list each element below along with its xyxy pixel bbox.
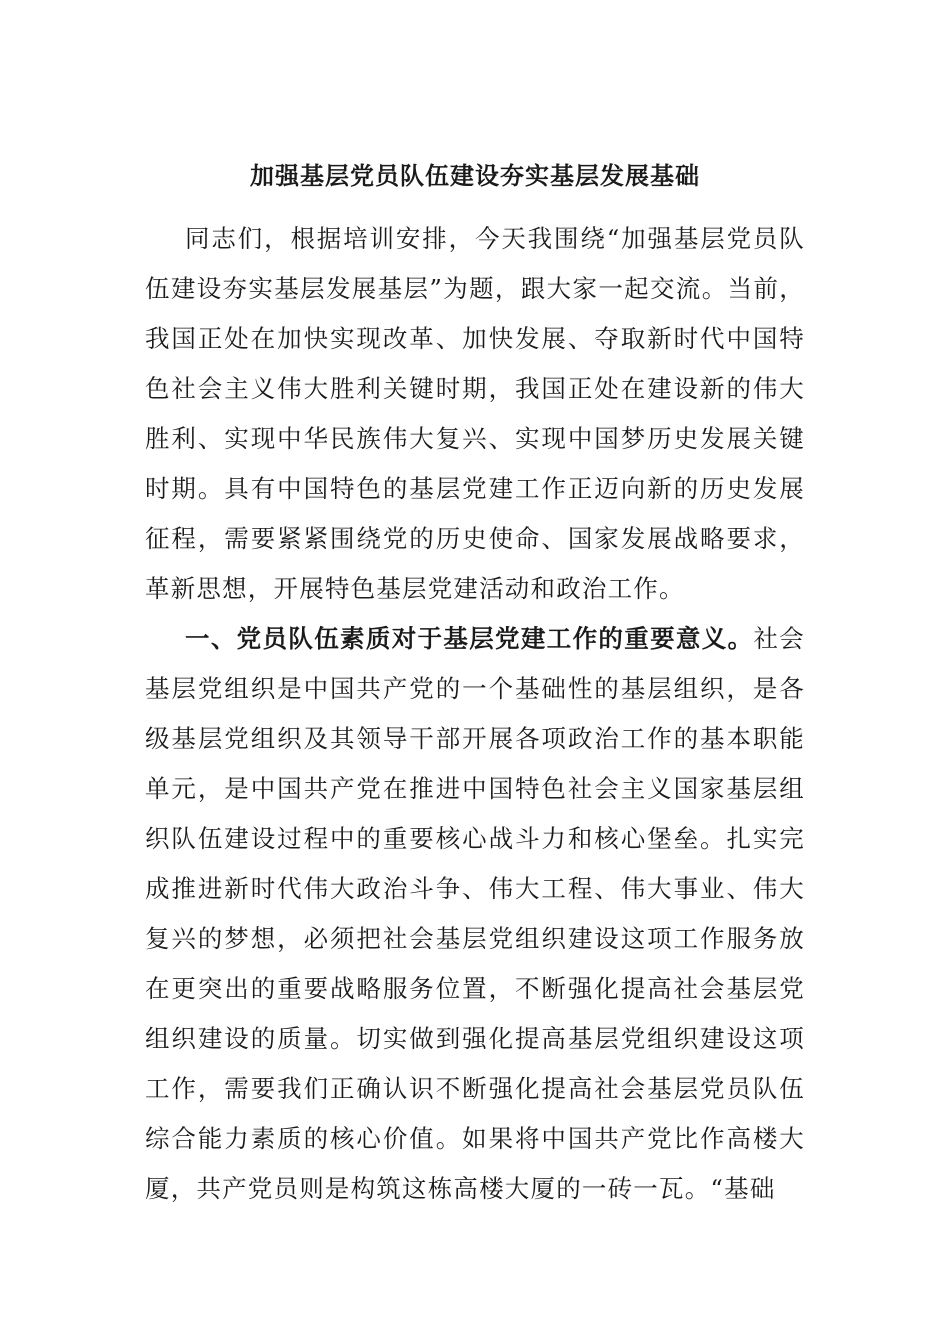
section-one-text: 社会基层党组织是中国共产党的一个基础性的基层组织，是各级基层党组织及其领导干部开展各项政治工作的基本职能单元，是中国共产党在推进中国特色社会主义国家基层组织队伍建设过程中的重要核心战斗力和核心堡垒。扎实完成推进新时代伟大政治斗争、伟大工程、伟大事业、伟大复兴的梦想，必须把社会基层党组织建设这项工作服务放在更突出的重要战略服务位置，不断强化提高社会基层党组织建设的质量。切实做到强化提高基层党组织建设这项工作，需要我们正确认识不断强化提高社会基层党员队伍综合能力素质的核心价值。如果将中国共产党比作高楼大厦，共产党员则是构筑这栋高楼大厦的一砖一瓦。“基础 (145, 624, 805, 1203)
document-title: 加强基层党员队伍建设夯实基层发展基础 (250, 161, 700, 190)
section-one-heading: 一、党员队伍素质对于基层党建工作的重要意义。 (185, 624, 754, 653)
paragraph-intro-text: 同志们，根据培训安排，今天我围绕“加强基层党员队伍建设夯实基层发展基层”为题，跟大家一起交流。当前，我国正处在加快实现改革、加快发展、夺取新时代中国特色社会主义伟大胜利关键时期，我国正处在建设新的伟大胜利、实现中华民族伟大复兴、实现中国梦历史发展关键时期。具有中国特色的基层党建工作正迈向新的历史发展征程，需要紧紧围绕党的历史使命、国家发展战略要求，革新思想，开展特色基层党建活动和政治工作。 (145, 224, 805, 603)
paragraph-section-one (145, 614, 805, 1214)
paragraph-intro (145, 214, 805, 614)
